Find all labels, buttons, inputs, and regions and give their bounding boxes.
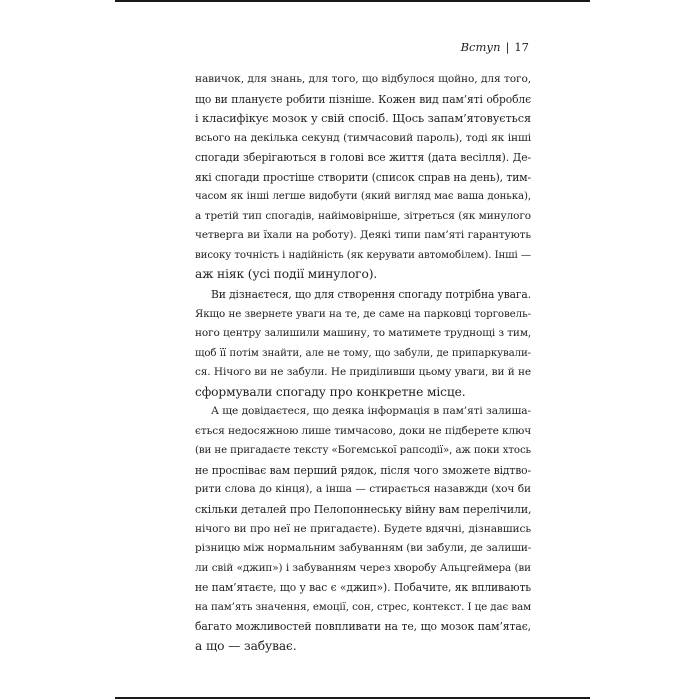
chapter-title: Вступ — [460, 40, 501, 54]
text-line: на пам’ять значення, емоції, сон, стрес, контекст. І це дає вам — [195, 600, 532, 613]
text-line: ється недосяжною лише тимчасово, доки не підберете ключ — [195, 424, 532, 437]
text-line: А ще довідаєтеся, що деяка інформація в пам’яті залиша- — [211, 405, 531, 418]
text-line: ного центру залишили машину, то матимете труднощі з тим, — [195, 327, 532, 340]
text-line: скільки деталей про Пелопоннеську війну вам перелічили, — [195, 503, 532, 517]
text-line: високу точність і надійність (як керувати автомобілем). Інші — — [195, 249, 531, 261]
top-rule — [115, 0, 590, 2]
text-line: (ви не пригадаєте тексту «Богемської рапсодії», аж поки хтось — [195, 445, 531, 457]
running-head — [461, 40, 529, 54]
body-text — [195, 70, 531, 656]
text-line: і класифікує мозок у свій спосіб. Щось запам’ятовується — [195, 112, 531, 126]
text-line: сформували спогаду про конкретне місце. — [195, 384, 466, 399]
text-line: часом як інші легше видобути (який вигляд має ваша донька), — [195, 191, 531, 203]
text-line: Якщо не звернете уваги на те, де саме на парковці торговель- — [195, 307, 531, 320]
text-line: рити слова до кінця), а інша — стирається назавжди (хоч би — [195, 483, 531, 496]
header-separator: | — [505, 40, 510, 54]
text-line: а що — забуває. — [195, 638, 297, 653]
bottom-rule — [115, 697, 590, 699]
text-line: не пам’ятаєте, що у вас є «джип»). Побачите, як впливають — [195, 581, 531, 595]
text-line: а третій тип спогадів, найімовірніше, зітреться (як минулого — [195, 209, 531, 222]
text-line: не проспіває вам перший рядок, після чого зможете відтво- — [195, 463, 531, 477]
text-line: ли свій «джип») і забуванням через хворобу Альцгеймера (ви — [195, 561, 531, 574]
text-line: Ви дізнаєтеся, що для створення спогаду потрібна увага. — [211, 288, 532, 302]
text-line: четверга ви їхали на роботу). Деякі типи пам’яті гарантують — [195, 229, 531, 242]
text-line: різницю між нормальним забуванням (ви забули, де залиши- — [195, 542, 532, 555]
text-line: нічого ви про неї не пригадаєте). Будете вдячні, дізнавшись — [195, 522, 531, 535]
text-line: щоб її потім знайти, але не тому, що забули, де припаркували- — [195, 347, 531, 359]
text-line: ся. Нічого ви не забули. Не приділивши цьому уваги, ви й не — [195, 366, 531, 379]
text-line: спогади зберігаються в голові все життя (дата весілля). Де- — [195, 151, 531, 165]
text-line: аж ніяк (усі події минулого). — [195, 267, 378, 282]
text-line: навичок, для знань, для того, що відбулося щойно, для того, — [195, 73, 531, 85]
page-number: 17 — [514, 40, 529, 54]
text-line: всього на декілька секунд (тимчасовий пароль), тоді як інші — [195, 131, 531, 144]
text-line: які спогади простіше створити (список справ на день), тим- — [195, 170, 531, 184]
text-line: багато можливостей повпливати на те, що мозок пам’ятає, — [195, 620, 531, 634]
text-line: що ви плануєте робити пізніше. Кожен вид пам’яті оброблє — [195, 92, 531, 106]
